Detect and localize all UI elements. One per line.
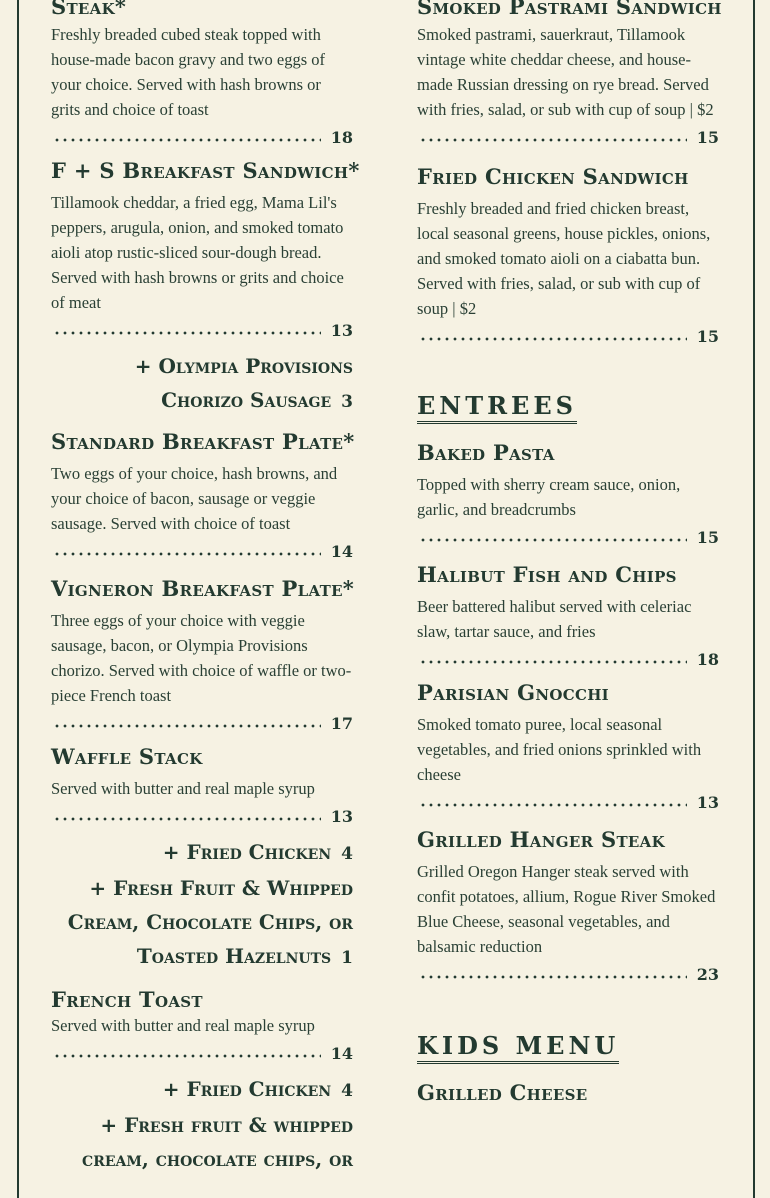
price-row xyxy=(417,644,719,674)
item-name: Waffle Stack xyxy=(51,744,203,769)
addon-fried-chicken xyxy=(51,1072,353,1108)
item-description: Freshly breaded and fried chicken breast, local seasonal greens, house pickles, onions, and smoked tomato aioli on a ciabatta bun. Served with fries, salad, or sub with cup of soup | $2 xyxy=(417,199,711,318)
item-name: Smoked Pastrami Sandwich xyxy=(417,0,722,19)
item-name: Vigneron Breakfast Plate* xyxy=(51,576,355,601)
dot-leader xyxy=(419,337,687,341)
item-description: Three eggs of your choice with veggie sausage, bacon, or Olympia Provisions chorizo. Served with choice of waffle or two-piece French toast xyxy=(51,611,352,705)
price-row xyxy=(51,315,353,345)
dot-leader xyxy=(419,660,687,664)
item-price: 15 xyxy=(696,527,719,547)
item-name: Grilled Cheese xyxy=(417,1080,588,1105)
item-price: 13 xyxy=(696,792,719,812)
price-row xyxy=(51,122,353,152)
addon-price: 1 xyxy=(341,948,353,968)
item-name: French Toast xyxy=(51,987,203,1012)
dot-leader xyxy=(419,975,687,979)
item-name: F + S Breakfast Sandwich* xyxy=(51,158,360,183)
dot-leader xyxy=(419,138,687,142)
menu-item-steak xyxy=(51,0,353,152)
menu-item-grilled-cheese xyxy=(417,1078,719,1108)
item-price: 13 xyxy=(330,806,353,826)
price-row xyxy=(417,787,719,817)
left-column xyxy=(51,0,360,1176)
item-price: 13 xyxy=(330,320,353,340)
entrees-section-header xyxy=(417,391,719,424)
item-description: Served with butter and real maple syrup xyxy=(51,779,315,798)
item-description: Tillamook cheddar, a fried egg, Mama Lil's peppers, arugula, onion, and smoked tomato aioli atop rustic-sliced sour-dough bread. Served with hash browns or grits and choice of meat xyxy=(51,193,344,312)
section-title-entrees: ENTREES xyxy=(417,391,577,424)
item-description: Topped with sherry cream sauce, onion, garlic, and breadcrumbs xyxy=(417,475,681,519)
item-description: Smoked pastrami, sauerkraut, Tillamook vintage white cheddar cheese, and house-made Russian dressing on rye bread. Served with fries, salad, or sub with cup of soup | $2 xyxy=(417,25,714,119)
menu-item-standard-breakfast-plate xyxy=(51,427,353,566)
price-row xyxy=(51,536,353,566)
addon-fruit-cream xyxy=(51,1108,353,1176)
kids-menu-section-header xyxy=(417,1031,719,1064)
item-description: Two eggs of your choice, hash browns, and your choice of bacon, sausage or veggie sausage. Served with choice of toast xyxy=(51,464,338,533)
item-name: Standard Breakfast Plate* xyxy=(51,429,355,454)
price-row xyxy=(417,122,719,152)
item-name: Fried Chicken Sandwich xyxy=(417,164,689,189)
menu-item-french-toast xyxy=(51,985,353,1176)
item-name: Baked Pasta xyxy=(417,440,555,465)
addon-fruit-cream xyxy=(51,871,353,975)
addon-label: + Fresh Fruit & Whipped xyxy=(89,876,353,900)
addon-label: + Olympia Provisions xyxy=(134,354,353,378)
price-row xyxy=(417,321,719,351)
addon-label: + Fried Chicken xyxy=(162,1077,332,1101)
item-description: Beer battered halibut served with celeriac slaw, tartar sauce, and fries xyxy=(417,597,692,641)
right-column xyxy=(417,0,722,1112)
menu-item-fried-chicken-sandwich xyxy=(417,162,719,351)
menu-item-baked-pasta xyxy=(417,438,719,552)
item-price: 14 xyxy=(330,1043,353,1063)
item-price: 15 xyxy=(696,127,719,147)
menu-item-smoked-pastrami-sandwich xyxy=(417,0,722,152)
addon-chorizo xyxy=(51,349,353,419)
item-price: 23 xyxy=(696,964,719,984)
menu-item-halibut-fish-and-chips xyxy=(417,560,719,674)
addon-label-cont: Chorizo Sausage xyxy=(161,388,332,412)
addon-label-cont: Toasted Hazelnuts xyxy=(136,944,332,968)
dot-leader xyxy=(53,1054,321,1058)
item-description: Freshly breaded cubed steak topped with house-made bacon gravy and two eggs of your choice. Served with hash browns or grits and choice of toast xyxy=(51,25,325,119)
item-description: Smoked tomato puree, local seasonal vegetables, and fried onions sprinkled with cheese xyxy=(417,715,702,784)
menu-item-parisian-gnocchi xyxy=(417,678,719,817)
item-description: Grilled Oregon Hanger steak served with confit potatoes, allium, Rogue River Smoked Blue Cheese, seasonal vegetables, and balsamic reduction xyxy=(417,862,716,956)
price-row xyxy=(51,801,353,831)
item-name: Parisian Gnocchi xyxy=(417,680,609,705)
section-title-kids-menu: KIDS MENU xyxy=(417,1031,619,1064)
addon-price: 4 xyxy=(341,1081,353,1101)
price-row xyxy=(51,708,353,738)
item-name: Grilled Hanger Steak xyxy=(417,827,665,852)
item-price: 17 xyxy=(330,713,353,733)
addon-price: 4 xyxy=(341,844,353,864)
menu-item-grilled-hanger-steak xyxy=(417,825,719,989)
item-description: Served with butter and real maple syrup xyxy=(51,1016,315,1035)
item-price: 14 xyxy=(330,541,353,561)
menu-item-waffle-stack xyxy=(51,742,353,975)
addon-label: + Fried Chicken xyxy=(162,840,332,864)
dot-leader xyxy=(53,331,321,335)
dot-leader xyxy=(53,552,321,556)
addon-price: 3 xyxy=(341,392,353,412)
item-name: Halibut Fish and Chips xyxy=(417,562,677,587)
dot-leader xyxy=(53,817,321,821)
addon-label-line2: cream, chocolate chips, or xyxy=(82,1147,353,1171)
addon-fried-chicken xyxy=(51,835,353,871)
addon-label: + Fresh fruit & whipped xyxy=(100,1113,353,1137)
price-row xyxy=(51,1038,353,1068)
dot-leader xyxy=(53,724,321,728)
addon-label-line2: Cream, Chocolate Chips, or xyxy=(67,910,353,934)
price-row xyxy=(417,522,719,552)
item-price: 18 xyxy=(696,649,719,669)
price-row xyxy=(417,959,719,989)
addon-label-line3 xyxy=(51,939,353,975)
dot-leader xyxy=(419,538,687,542)
item-price: 15 xyxy=(696,326,719,346)
dot-leader xyxy=(53,138,321,142)
menu-item-vigneron-breakfast-plate xyxy=(51,574,353,738)
item-name: Steak* xyxy=(51,0,127,19)
menu-item-fs-breakfast-sandwich xyxy=(51,156,360,419)
addon-label-line2 xyxy=(51,383,353,419)
item-price: 18 xyxy=(330,127,353,147)
dot-leader xyxy=(419,803,687,807)
